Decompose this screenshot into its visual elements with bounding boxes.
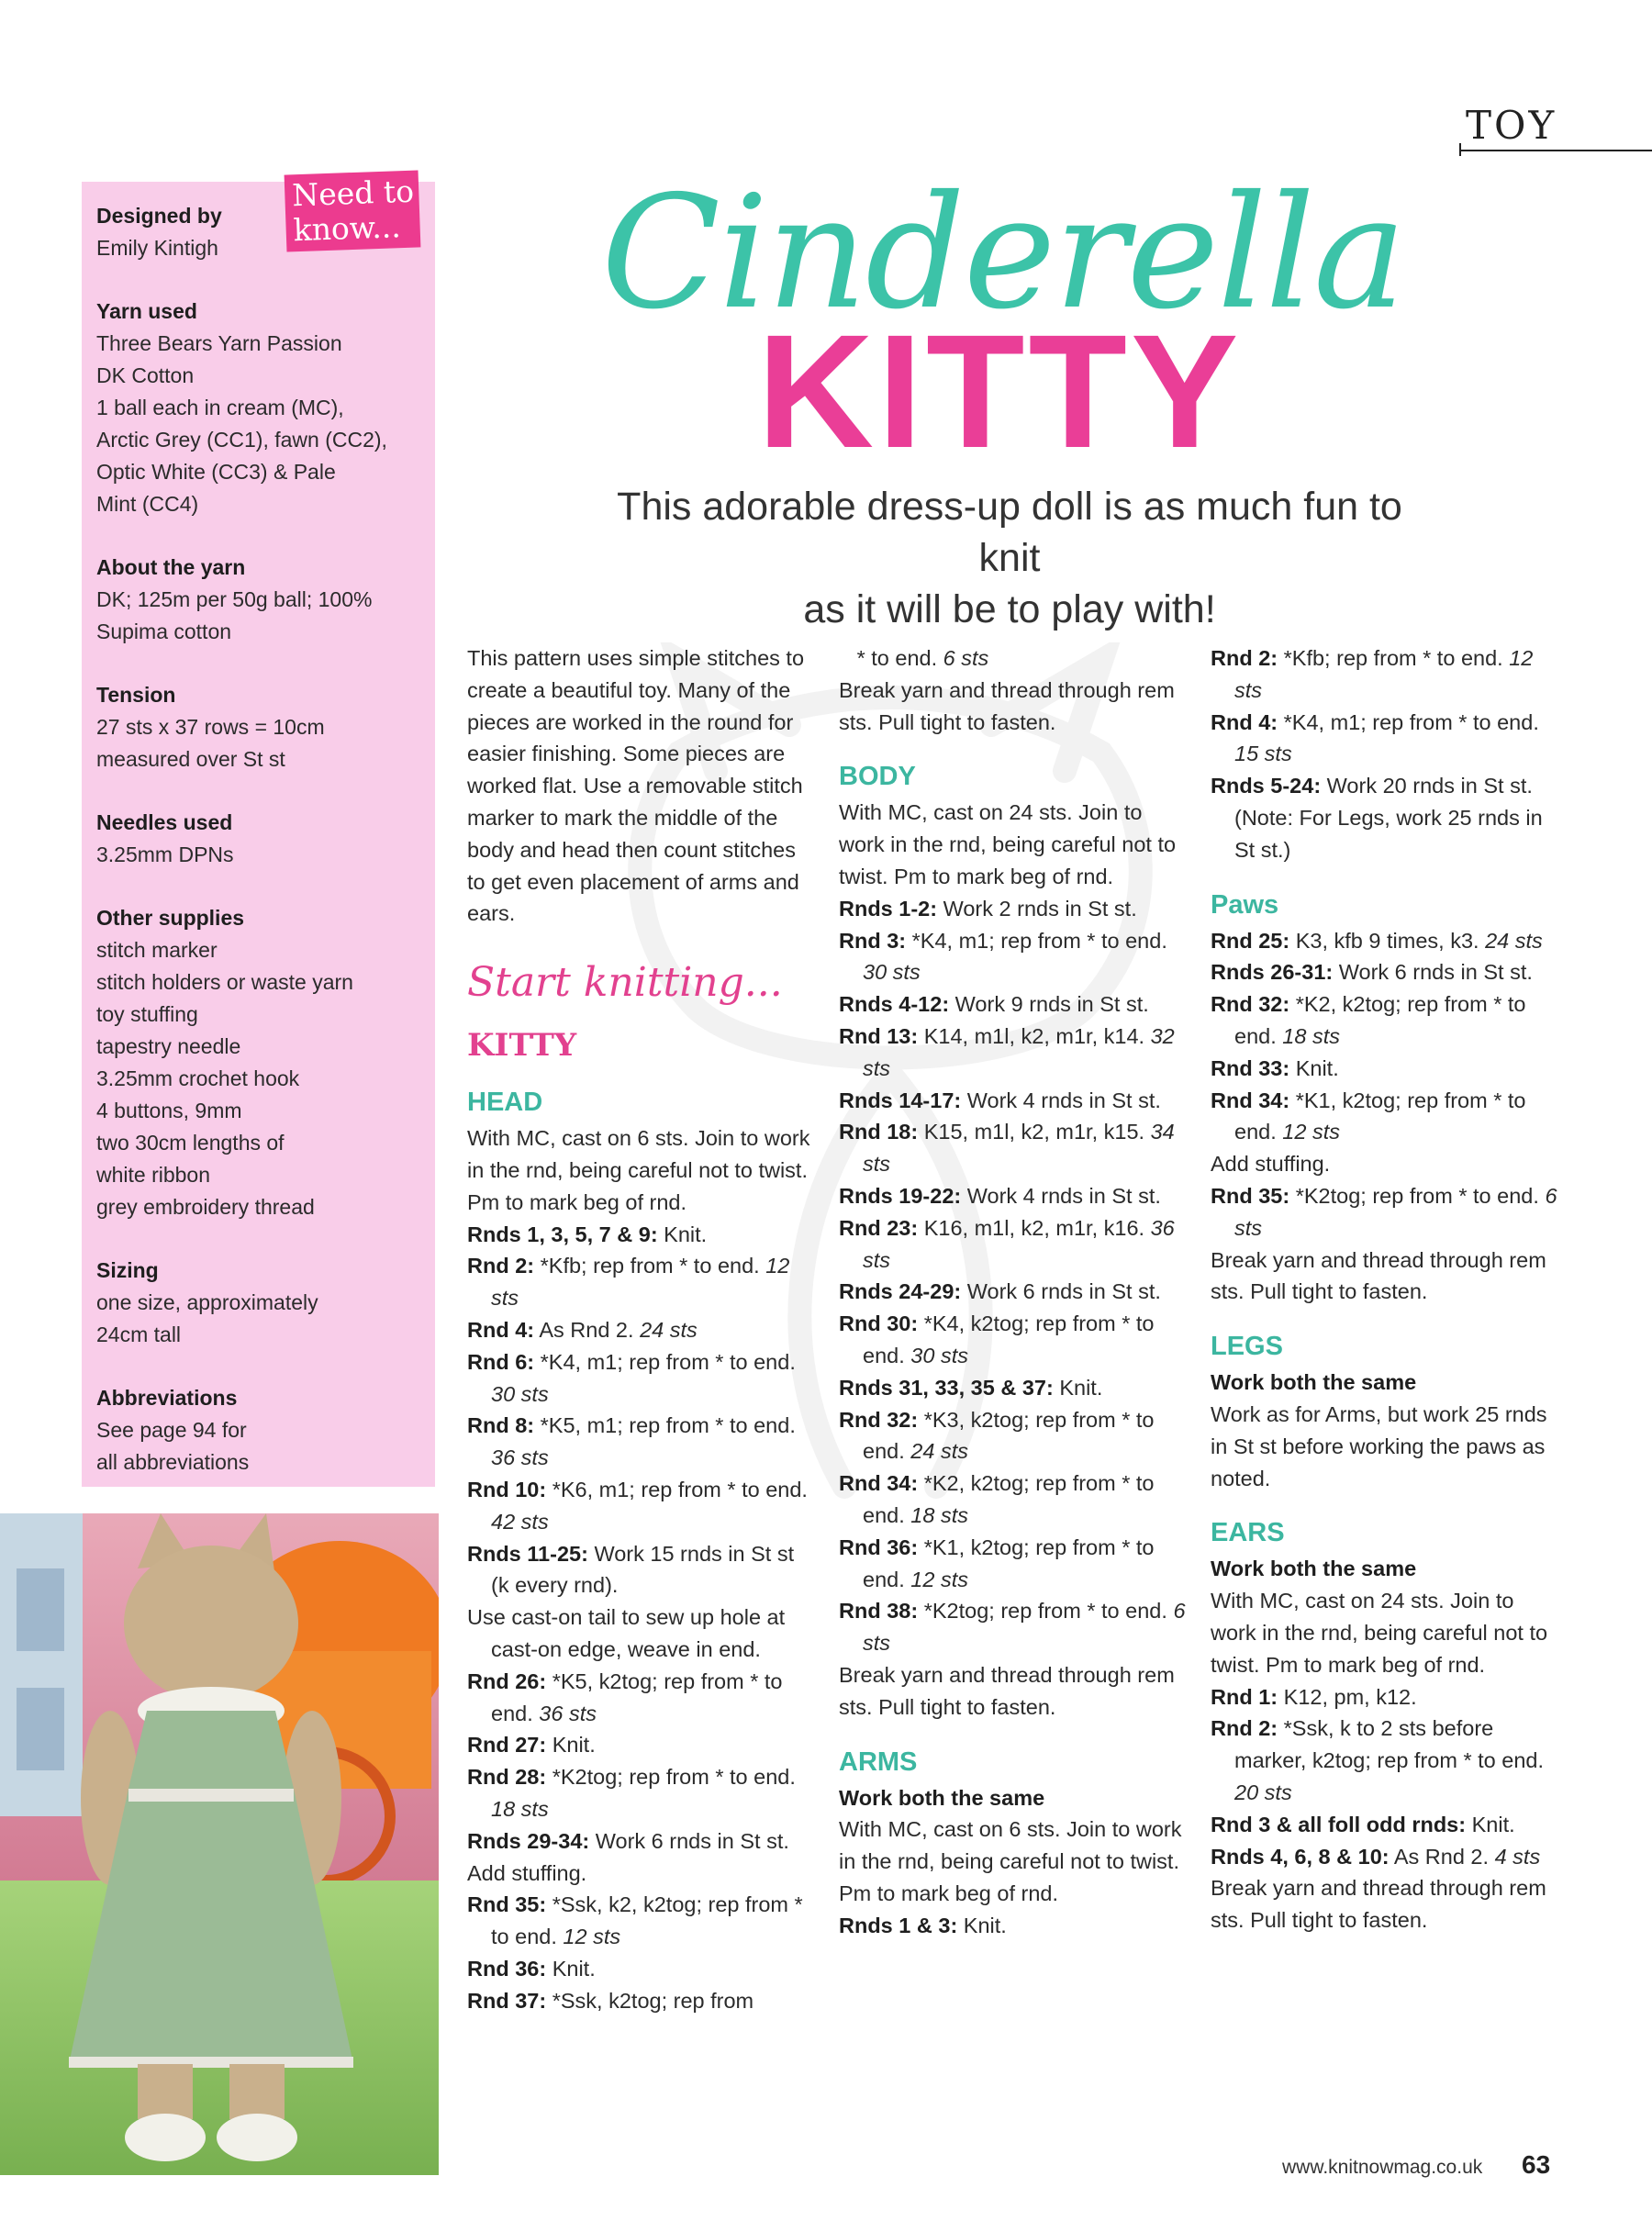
row-label: Rnds 1-2: xyxy=(839,896,938,921)
pattern-row xyxy=(839,1308,1188,1372)
row-text: *K1, k2tog; rep from * to end. xyxy=(1234,1088,1526,1144)
pattern-row xyxy=(467,1761,816,1825)
row-text: Work 4 rnds in St st. xyxy=(961,1183,1161,1208)
row-stitch-count: 24 sts xyxy=(640,1317,698,1342)
pattern-row xyxy=(467,1729,816,1761)
row-stitch-count: 24 sts xyxy=(1485,928,1543,953)
footer-url: www.knitnowmag.co.uk xyxy=(1282,2157,1483,2178)
row-stitch-count: 18 sts xyxy=(1282,1023,1340,1048)
row-stitch-count: 12 sts xyxy=(563,1925,621,1949)
sidebar-block-line: tapestry needle xyxy=(96,1034,241,1058)
row-text: Add stuffing. xyxy=(1211,1152,1331,1177)
sidebar-block-line: Arctic Grey (CC1), fawn (CC2), xyxy=(96,428,387,452)
sidebar-block-line: 27 sts x 37 rows = 10cm xyxy=(96,715,325,739)
pattern-row xyxy=(1211,1053,1559,1085)
row-label: Rnd 38: xyxy=(839,1599,919,1624)
row-stitch-count: 34 sts xyxy=(863,1120,1175,1177)
pattern-row xyxy=(1211,1148,1559,1180)
row-label: Rnd 6: xyxy=(467,1349,535,1374)
row-text: *Ssk, k2, k2tog; rep from * to end. xyxy=(491,1892,803,1949)
sidebar-block-line: measured over St st xyxy=(96,747,285,771)
row-label: Rnd 2: xyxy=(467,1254,535,1278)
subtitle-line-2: as it will be to play with! xyxy=(803,587,1216,631)
row-text: Knit. xyxy=(657,1222,708,1246)
sidebar-block xyxy=(96,1255,420,1351)
section-rule-tick xyxy=(1459,143,1461,156)
pattern-row xyxy=(1211,642,1559,707)
row-text: Knit. xyxy=(1053,1375,1103,1400)
section-tag: TOY xyxy=(1466,103,1557,148)
pattern-row xyxy=(467,1314,816,1346)
row-label: Rnd 10: xyxy=(467,1477,547,1501)
row-label: Rnds 24-29: xyxy=(839,1279,962,1304)
arms-rows xyxy=(839,1910,1188,1942)
row-text: *K5, k2tog; rep from * to end. xyxy=(491,1668,783,1725)
sidebar-block xyxy=(96,807,420,871)
row-stitch-count: 12 sts xyxy=(910,1567,968,1591)
row-label: Rnd 26: xyxy=(467,1668,547,1693)
sidebar-block-line: stitch holders or waste yarn xyxy=(96,970,353,994)
row-stitch-count: 12 sts xyxy=(491,1254,790,1311)
row-text: Use cast-on tail to sew up hole at cast-on edge, weave in end. xyxy=(467,1605,786,1661)
sidebar-block-line: one size, approximately xyxy=(96,1290,318,1314)
pattern-row xyxy=(839,1276,1188,1308)
row-text: *K2, k2tog; rep from * to end. xyxy=(1234,992,1526,1048)
sidebar-block-heading: Yarn used xyxy=(96,299,197,323)
row-label: Rnd 28: xyxy=(467,1765,547,1790)
pattern-row xyxy=(839,1021,1188,1085)
head-heading: HEAD xyxy=(467,1088,543,1118)
pattern-row xyxy=(1211,1180,1559,1244)
row-text: Knit. xyxy=(546,1956,596,1981)
row-label: Rnd 2: xyxy=(1211,646,1278,670)
pattern-row xyxy=(1211,1713,1559,1808)
sidebar-block-heading: Sizing xyxy=(96,1258,159,1282)
row-label: Rnd 32: xyxy=(1211,992,1290,1017)
row-text: *Ssk, k to 2 sts before marker, k2tog; rep from * to end. xyxy=(1234,1716,1544,1773)
pattern-row xyxy=(839,1085,1188,1117)
row-text: Add stuffing. xyxy=(467,1860,587,1885)
row-text: K15, m1l, k2, m1r, k15. xyxy=(918,1120,1151,1144)
row-text: As Rnd 2. xyxy=(534,1317,641,1342)
arms-rows-continued xyxy=(1211,642,1559,866)
body-intro: With MC, cast on 24 sts. Join to work in the rnd, being careful not to twist. Pm to mark beg of rnd. xyxy=(839,800,1177,888)
row-stitch-count: 15 sts xyxy=(1234,742,1292,766)
ears-subheading: Work both the same xyxy=(1211,1557,1417,1581)
row-label: Rnds 19-22: xyxy=(839,1183,962,1208)
sidebar-block-line: Three Bears Yarn Passion xyxy=(96,331,342,355)
head-continuation xyxy=(839,642,1188,675)
sidebar-block xyxy=(96,902,420,1223)
sidebar-block-line: 4 buttons, 9mm xyxy=(96,1099,242,1122)
row-text: *K3, k2tog; rep from * to end. xyxy=(863,1407,1155,1464)
pattern-row xyxy=(467,1219,816,1251)
badge-line-2: know... xyxy=(293,208,402,249)
pattern-row xyxy=(467,1953,816,1985)
pattern-row xyxy=(467,1410,816,1474)
pattern-row xyxy=(839,1116,1188,1180)
row-text: Work 9 rnds in St st. xyxy=(949,992,1149,1017)
kitty-doll-photo xyxy=(0,1513,439,2175)
row-text: Knit. xyxy=(546,1733,596,1758)
column-1 xyxy=(467,642,816,2016)
pattern-row xyxy=(467,1601,816,1666)
sidebar-block-line: grey embroidery thread xyxy=(96,1195,315,1219)
legs-subheading: Work both the same xyxy=(1211,1370,1417,1395)
continuation-text: * to end. xyxy=(856,646,943,670)
title-main: KITTY xyxy=(757,302,1243,482)
pattern-row xyxy=(1211,770,1559,865)
row-label: Rnd 34: xyxy=(1211,1088,1290,1112)
row-label: Rnd 18: xyxy=(839,1120,919,1144)
sidebar-block-line: all abbreviations xyxy=(96,1450,250,1474)
row-label: Rnd 3 & all foll odd rnds: xyxy=(1211,1812,1467,1836)
row-text: *K1, k2tog; rep from * to end. xyxy=(863,1534,1155,1591)
sidebar-block-line: 3.25mm DPNs xyxy=(96,843,234,866)
subtitle xyxy=(587,481,1432,635)
row-text: K12, pm, k12. xyxy=(1278,1684,1417,1709)
row-label: Rnd 4: xyxy=(467,1317,535,1342)
row-label: Rnds 1 & 3: xyxy=(839,1913,958,1937)
row-text: Knit. xyxy=(957,1913,1007,1937)
row-stitch-count: 6 sts xyxy=(1234,1183,1557,1240)
column-2 xyxy=(839,642,1188,1941)
pattern-row xyxy=(1211,1085,1559,1149)
section-rule xyxy=(1459,150,1652,151)
head-rows xyxy=(467,1219,816,2017)
row-text: *K4, m1; rep from * to end. xyxy=(534,1349,796,1374)
sidebar-block-heading: Needles used xyxy=(96,810,233,834)
row-stitch-count: 12 sts xyxy=(1234,646,1534,702)
sidebar-blocks xyxy=(96,200,420,1479)
row-text: *K2, k2tog; rep from * to end. xyxy=(863,1471,1155,1527)
pattern-row xyxy=(1211,956,1559,988)
pattern-row xyxy=(467,1858,816,1890)
pattern-row xyxy=(467,1889,816,1953)
sidebar-block-line: Mint (CC4) xyxy=(96,492,199,516)
sidebar-block-heading: Designed by xyxy=(96,204,222,228)
row-text: *K2tog; rep from * to end. xyxy=(1289,1183,1546,1208)
sidebar-block-line: 24cm tall xyxy=(96,1322,182,1346)
row-stitch-count: 20 sts xyxy=(1234,1780,1292,1804)
paws-finish: Break yarn and thread through rem sts. Pull tight to fasten. xyxy=(1211,1247,1546,1304)
pattern-row xyxy=(1211,707,1559,771)
row-text: Work 6 rnds in St st. xyxy=(961,1279,1161,1304)
row-label: Rnd 25: xyxy=(1211,928,1290,953)
arms-intro: With MC, cast on 6 sts. Join to work in the rnd, being careful not to twist. Pm to mark beg of rnd. xyxy=(839,1817,1182,1905)
arms-subheading: Work both the same xyxy=(839,1785,1045,1810)
pattern-row xyxy=(839,1532,1188,1596)
sidebar-block-line: Optic White (CC3) & Pale xyxy=(96,460,336,484)
pattern-row xyxy=(467,1666,816,1730)
title-script: Cinderella xyxy=(601,162,1405,344)
sidebar-block-line: white ribbon xyxy=(96,1163,211,1187)
pattern-row xyxy=(1211,925,1559,957)
sidebar-block-line: Emily Kintigh xyxy=(96,236,218,260)
kitty-heading: KITTY xyxy=(467,1027,577,1065)
pattern-row xyxy=(1211,1841,1559,1873)
row-label: Rnds 29-34: xyxy=(467,1828,590,1853)
sidebar-block-line: stitch marker xyxy=(96,938,218,962)
ears-finish: Break yarn and thread through rem sts. Pull tight to fasten. xyxy=(1211,1876,1546,1933)
row-stitch-count: 36 sts xyxy=(539,1701,597,1725)
kitty-doll-illustration xyxy=(0,1513,439,2175)
pattern-row xyxy=(467,1538,816,1602)
sidebar-block xyxy=(96,1382,420,1479)
row-label: Rnds 14-17: xyxy=(839,1088,962,1112)
row-label: Rnds 4-12: xyxy=(839,992,950,1017)
row-text: Work 6 rnds in St st. xyxy=(589,1828,789,1853)
row-label: Rnd 27: xyxy=(467,1733,547,1758)
row-label: Rnd 36: xyxy=(839,1534,919,1559)
pattern-row xyxy=(467,1985,816,2017)
row-stitch-count: 30 sts xyxy=(491,1381,549,1406)
ears-rows xyxy=(1211,1681,1559,1873)
row-text: K16, m1l, k2, m1r, k16. xyxy=(918,1215,1151,1240)
row-text: As Rnd 2. xyxy=(1389,1844,1495,1869)
row-text: *K5, m1; rep from * to end. xyxy=(534,1413,796,1438)
row-label: Rnd 36: xyxy=(467,1956,547,1981)
row-label: Rnds 1, 3, 5, 7 & 9: xyxy=(467,1222,658,1246)
ears-heading: EARS xyxy=(1211,1518,1285,1548)
pattern-row xyxy=(839,1180,1188,1212)
sidebar-block-line: two 30cm lengths of xyxy=(96,1131,285,1155)
row-label: Rnd 8: xyxy=(467,1413,535,1438)
row-stitch-count: 18 sts xyxy=(910,1502,968,1527)
sidebar-block-heading: About the yarn xyxy=(96,555,246,579)
intro-text: This pattern uses simple stitches to create a beautiful toy. Many of the pieces are worked in the round for easier finishing. Some pieces are worked flat. Use a removable stitch marker to mark the middle of the body and head then count stitches to get even placement of arms and ears. xyxy=(467,646,805,926)
pattern-row xyxy=(839,1404,1188,1468)
row-text: *Kfb; rep from * to end. xyxy=(534,1254,766,1278)
row-text: K3, kfb 9 times, k3. xyxy=(1289,928,1486,953)
row-stitch-count: 32 sts xyxy=(863,1023,1175,1080)
row-label: Rnds 26-31: xyxy=(1211,960,1334,985)
pattern-row xyxy=(839,893,1188,925)
pattern-row xyxy=(839,1595,1188,1659)
row-text: *Ssk, k2tog; rep from xyxy=(546,1988,754,2013)
row-text: *K4, k2tog; rep from * to end. xyxy=(863,1311,1155,1367)
row-label: Rnds 5-24: xyxy=(1211,774,1322,798)
pattern-row xyxy=(839,988,1188,1021)
row-text: Work 6 rnds in St st. xyxy=(1333,960,1533,985)
paws-heading: Paws xyxy=(1211,889,1279,920)
row-label: Rnd 13: xyxy=(839,1023,919,1048)
row-stitch-count: 36 sts xyxy=(491,1445,549,1470)
row-stitch-count: 42 sts xyxy=(491,1509,549,1534)
sidebar-block-line: 3.25mm crochet hook xyxy=(96,1066,300,1090)
sidebar-block xyxy=(96,552,420,648)
pattern-row xyxy=(839,1468,1188,1532)
sidebar-block xyxy=(96,679,420,776)
row-stitch-count: 36 sts xyxy=(863,1215,1175,1272)
row-label: Rnds 31, 33, 35 & 37: xyxy=(839,1375,1054,1400)
pattern-row xyxy=(467,1825,816,1858)
sidebar-block-heading: Tension xyxy=(96,683,176,707)
row-stitch-count: 24 sts xyxy=(910,1439,968,1464)
legs-heading: LEGS xyxy=(1211,1332,1283,1362)
row-text: Knit. xyxy=(1289,1055,1339,1080)
row-text: *Kfb; rep from * to end. xyxy=(1278,646,1510,670)
start-knitting-heading: Start knitting... xyxy=(467,959,783,1007)
row-label: Rnd 3: xyxy=(839,928,907,953)
sidebar-block-line: DK Cotton xyxy=(96,363,195,387)
badge-line-1: Need to xyxy=(291,173,415,214)
row-label: Rnd 23: xyxy=(839,1215,919,1240)
ears-intro: With MC, cast on 24 sts. Join to work in the rnd, being careful not to twist. Pm to mark beg of rnd. xyxy=(1211,1589,1548,1677)
row-text: Knit. xyxy=(1466,1812,1515,1836)
row-label: Rnds 11-25: xyxy=(467,1541,588,1566)
row-label: Rnd 35: xyxy=(1211,1183,1290,1208)
row-label: Rnd 33: xyxy=(1211,1055,1290,1080)
pattern-row xyxy=(839,1212,1188,1277)
row-text: K14, m1l, k2, m1r, k14. xyxy=(918,1023,1151,1048)
row-label: Rnd 34: xyxy=(839,1471,919,1496)
head-intro: With MC, cast on 6 sts. Join to work in the rnd, being careful not to twist. Pm to mark beg of rnd. xyxy=(467,1126,810,1214)
sidebar-block-line: toy stuffing xyxy=(96,1002,198,1026)
continuation-sts: 6 sts xyxy=(943,646,989,670)
pattern-row xyxy=(1211,1681,1559,1713)
sidebar-block-heading: Other supplies xyxy=(96,906,245,930)
need-to-know-badge xyxy=(285,170,421,251)
sidebar-block-heading: Abbreviations xyxy=(96,1386,238,1410)
sidebar-block xyxy=(96,296,420,520)
row-text: *K4, m1; rep from * to end. xyxy=(1278,709,1539,734)
row-label: Rnd 4: xyxy=(1211,709,1278,734)
subtitle-line-1: This adorable dress-up doll is as much fun to knit xyxy=(617,485,1402,580)
arms-heading: ARMS xyxy=(839,1747,918,1777)
row-text: *K2tog; rep from * to end. xyxy=(918,1599,1174,1624)
pattern-row xyxy=(1211,988,1559,1053)
sidebar-block-line: See page 94 for xyxy=(96,1418,247,1442)
row-stitch-count: 18 sts xyxy=(491,1796,549,1821)
row-label: Rnd 35: xyxy=(467,1892,547,1917)
row-label: Rnd 32: xyxy=(839,1407,919,1432)
row-label: Rnd 37: xyxy=(467,1988,547,2013)
pattern-row xyxy=(839,925,1188,989)
row-label: Rnd 2: xyxy=(1211,1716,1278,1741)
sidebar-block-line: Supima cotton xyxy=(96,619,232,643)
legs-text: Work as for Arms, but work 25 rnds in St st before working the paws as noted. xyxy=(1211,1401,1547,1490)
body-finish: Break yarn and thread through rem sts. Pull tight to fasten. xyxy=(839,1662,1175,1719)
row-label: Rnds 4, 6, 8 & 10: xyxy=(1211,1844,1390,1869)
head-finish: Break yarn and thread through rem sts. Pull tight to fasten. xyxy=(839,677,1175,734)
row-label: Rnd 1: xyxy=(1211,1684,1278,1709)
need-to-know-sidebar xyxy=(82,182,435,1487)
pattern-row xyxy=(839,1372,1188,1404)
row-stitch-count: 12 sts xyxy=(1282,1120,1340,1144)
column-3 xyxy=(1211,642,1559,1936)
row-label: Rnd 30: xyxy=(839,1311,919,1336)
pattern-row xyxy=(1211,1809,1559,1841)
body-rows xyxy=(839,893,1188,1659)
pattern-row xyxy=(467,1474,816,1538)
body-heading: BODY xyxy=(839,762,916,792)
row-stitch-count: 30 sts xyxy=(910,1343,968,1367)
page-number: 63 xyxy=(1522,2150,1551,2179)
row-text: *K4, m1; rep from * to end. xyxy=(906,928,1167,953)
row-text: Work 4 rnds in St st. xyxy=(961,1088,1161,1112)
row-text: *K2tog; rep from * to end. xyxy=(546,1765,796,1790)
row-text: Work 2 rnds in St st. xyxy=(937,896,1137,921)
row-text: Work 20 rnds in St st. (Note: For Legs, work 25 rnds in St st.) xyxy=(1234,774,1543,862)
sidebar-block-line: DK; 125m per 50g ball; 100% xyxy=(96,587,373,611)
row-stitch-count: 4 sts xyxy=(1494,1844,1541,1869)
row-stitch-count: 6 sts xyxy=(863,1599,1186,1656)
pattern-row xyxy=(467,1346,816,1411)
row-text: Work 15 rnds in St st (k every rnd). xyxy=(491,1541,795,1598)
row-stitch-count: 30 sts xyxy=(863,960,921,985)
row-text: *K6, m1; rep from * to end. xyxy=(546,1477,808,1501)
paws-rows xyxy=(1211,925,1559,1244)
pattern-row xyxy=(839,1910,1188,1942)
pattern-row xyxy=(467,1250,816,1314)
sidebar-block-line: 1 ball each in cream (MC), xyxy=(96,396,344,419)
